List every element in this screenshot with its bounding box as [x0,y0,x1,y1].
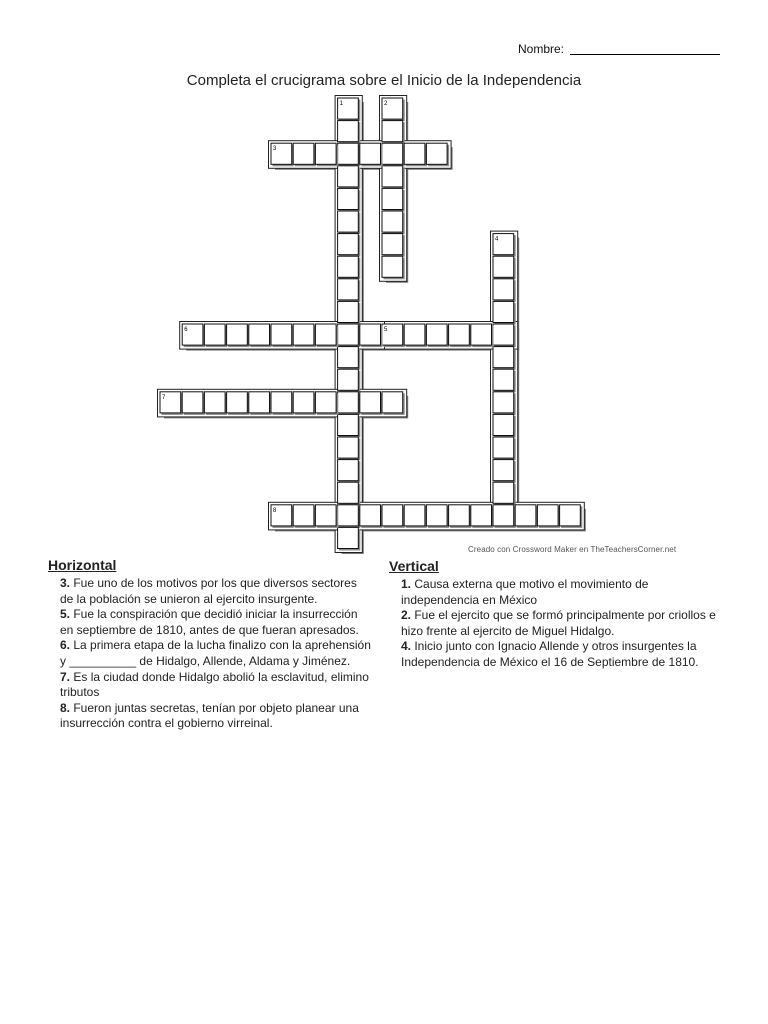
horizontal-clue [60,670,373,701]
crossword-cell[interactable] [493,505,514,526]
crossword-cell[interactable] [493,369,514,390]
crossword-cell[interactable] [382,121,403,142]
crossword-cell[interactable] [271,392,292,413]
crossword-cell[interactable] [360,143,381,164]
crossword-cell[interactable] [315,392,336,413]
clue-number: 1. [401,577,412,591]
crossword-cell[interactable] [315,143,336,164]
crossword-cell[interactable] [493,256,514,277]
crossword-cell[interactable] [293,505,314,526]
crossword-cell[interactable] [227,392,248,413]
crossword-cell[interactable] [227,324,248,345]
clue-text: Fue la conspiración que decidió iniciar la insurrección en septiembre de 1810, antes de que fueran apresados. [60,607,359,637]
crossword-cell[interactable] [338,482,359,503]
clue-number: 2. [401,608,412,623]
crossword-cell[interactable] [426,324,447,345]
vertical-clue [401,639,724,670]
clue-text: Inicio junto con Ignacio Allende y otros insurgentes la Independencia de México el 16 de Septiembre de 1810. [401,639,699,669]
crossword-cell[interactable] [382,211,403,232]
cell-number: 2 [384,101,388,107]
crossword-cell[interactable] [449,505,470,526]
crossword-cell[interactable] [515,505,536,526]
cell-number: 6 [184,327,188,333]
vertical-clue [401,577,724,608]
clue-number: 5. [60,607,71,622]
crossword-cell[interactable] [560,505,581,526]
clue-text: Causa externa que motivo el movimiento de independencia en México [401,577,649,607]
crossword-cell[interactable] [182,392,203,413]
crossword-cell[interactable] [338,279,359,300]
crossword-cell[interactable] [293,143,314,164]
credit-line: Creado con Crossword Maker en TheTeachersCorner.net [468,545,677,554]
crossword-cell[interactable] [471,324,492,345]
vertical-heading: Vertical [389,558,439,574]
crossword-cell[interactable] [315,324,336,345]
clue-number: 3. [60,576,71,590]
clue-text: Fue uno de los motivos por los que diversos sectores de la población se unieron al ejercito insurgente. [60,576,357,606]
crossword-cell[interactable] [493,347,514,368]
crossword-cell[interactable] [404,505,425,526]
horizontal-clues [48,556,373,732]
crossword-cell[interactable] [338,188,359,209]
clue-number: 4. [401,639,412,654]
crossword-cell[interactable] [271,324,292,345]
crossword-cell[interactable] [382,188,403,209]
crossword-cell[interactable] [338,324,359,345]
crossword-cell[interactable] [493,392,514,413]
crossword-cell[interactable] [338,527,359,548]
crossword-cell[interactable] [204,324,225,345]
crossword-cell[interactable] [493,324,514,345]
page-title: Completa el crucigrama sobre el Inicio de la Independencia [186,72,582,89]
cell-number: 3 [273,146,277,153]
horizontal-clue [60,638,373,669]
crossword-cell[interactable] [338,505,359,526]
horizontal-clue [60,576,373,607]
crossword-cell[interactable] [449,324,470,345]
crossword-cell[interactable] [338,392,359,413]
cell-number: 4 [495,236,499,243]
horizontal-clue [60,701,373,732]
crossword-cell[interactable] [338,143,359,164]
crossword-cell[interactable] [382,505,403,526]
crossword-cell[interactable] [338,460,359,481]
crossword-cell[interactable] [493,460,514,481]
crossword-cell[interactable] [338,234,359,255]
clue-text: Es la ciudad donde Hidalgo abolió la esclavitud, elimino tributos [60,669,369,700]
crossword-cell[interactable] [338,414,359,435]
clue-number: 6. [60,638,71,653]
crossword-cell[interactable] [338,211,359,232]
crossword-cell[interactable] [360,392,381,413]
name-label: Nombre: [518,42,565,56]
crossword-cell[interactable] [249,324,270,345]
crossword-cell[interactable] [404,324,425,345]
crossword-cell[interactable] [404,143,425,164]
vertical-clue [401,608,724,639]
crossword-cell[interactable] [338,301,359,322]
crossword-cell[interactable] [293,392,314,413]
crossword-cell[interactable] [493,301,514,322]
crossword-cell[interactable] [471,505,492,526]
clue-text: La primera etapa de la lucha finalizo con la aprehensión y __________ de Hidalgo, Allende, Aldama y Jiménez. [60,638,371,668]
crossword-cell[interactable] [382,143,403,164]
crossword-cell[interactable] [338,121,359,142]
crossword-cell[interactable] [338,347,359,368]
crossword-cell[interactable] [382,234,403,255]
crossword-cell[interactable] [315,505,336,526]
crossword-cell[interactable] [293,324,314,345]
clue-text: Fueron juntas secretas, tenían por objeto planear una insurrección contra el gobierno virreinal. [60,700,359,731]
crossword-cell[interactable] [338,166,359,187]
crossword-cell[interactable] [360,324,381,345]
horizontal-clue [60,607,373,638]
clue-text: Fue el ejercito que se formó principalmente por criollos e hizo frente al ejercito de Miguel Hidalgo. [401,608,716,638]
crossword-cell[interactable] [204,392,225,413]
crossword-cell[interactable] [338,256,359,277]
cell-number: 1 [339,101,343,107]
crossword-cell[interactable] [360,505,381,526]
crossword-cell[interactable] [338,437,359,458]
crossword-cell[interactable] [493,482,514,503]
crossword-cell[interactable] [493,414,514,435]
crossword-cell[interactable] [382,256,403,277]
cell-number: 5 [384,327,388,333]
crossword-cell[interactable] [382,392,403,413]
cell-number: 7 [162,394,166,401]
clue-number: 7. [60,669,71,684]
crossword-cell[interactable] [493,437,514,458]
crossword-cell[interactable] [537,505,558,526]
crossword-cell[interactable] [426,143,447,164]
crossword-cell[interactable] [249,392,270,413]
clue-number: 8. [60,700,71,715]
crossword-cell[interactable] [493,279,514,300]
crossword-cell[interactable] [426,505,447,526]
cell-number: 8 [273,507,277,514]
horizontal-heading: Horizontal [48,557,117,573]
vertical-clues [389,557,724,671]
crossword-cell[interactable] [382,166,403,187]
crossword-cell[interactable] [338,369,359,390]
